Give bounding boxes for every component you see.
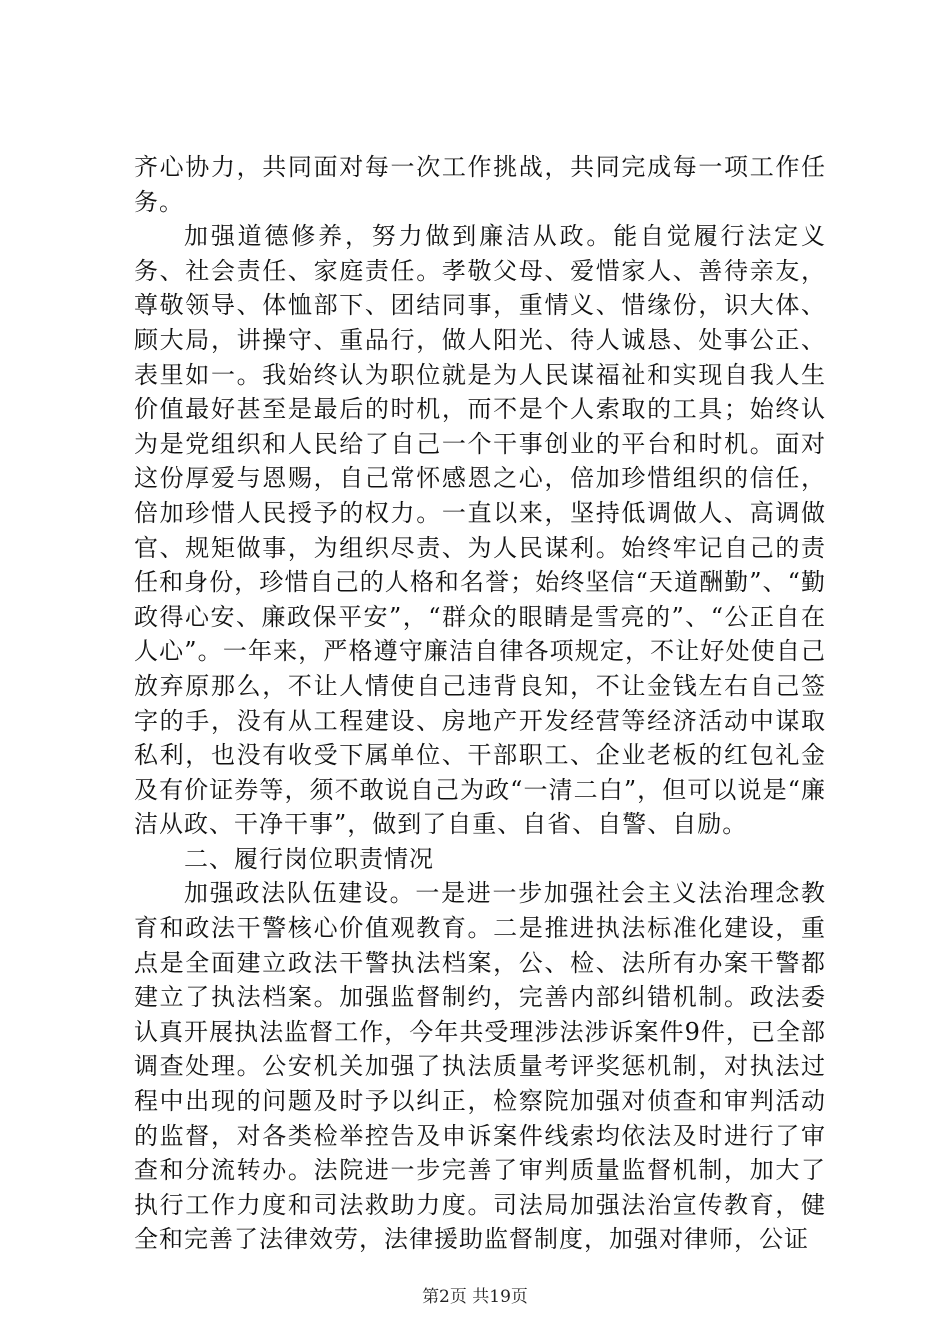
page-footer [0, 1282, 950, 1307]
section-heading: 二、履行岗位职责情况 [184, 844, 434, 873]
page-number: 第2页 共19页 [422, 1287, 528, 1307]
paragraph-continuation: 齐心协力，共同面对每一次工作挑战，共同完成每一项工作任务。 [134, 153, 826, 216]
paragraph-integrity: 加强道德修养，努力做到廉洁从政。能自觉履行法定义务、社会责任、家庭责任。孝敬父母、爱惜家人、善待亲友，尊敬领导、体恤部下、团结同事，重情义、惜缘份，识大体、顾大局，讲操守、重品行，做人阳光、待人诚恳、处事公正、表里如一。我始终认为职位就是为人民谋福祉和实现自我人生价值最好甚至是最后的时机，而不是个人索取的工具；始终认为是党组织和人民给了自己一个干事创业的平台和时机。面对这份厚爱与恩赐，自己常怀感恩之心，倍加珍惜组织的信任，倍加珍惜人民授予的权力。一直以来，坚持低调做人、高调做官、规矩做事，为组织尽责、为人民谋利。始终牢记自己的责任和身份，珍惜自己的人格和名誉；始终坚信“天道酬勤”、“勤政得心安、廉政保平安”，“群众的眼睛是雪亮的”、“公正自在人心”。一年来，严格遵守廉洁自律各项规定，不让好处使自己放弃原那么，不让人情使自己违背良知，不让金钱左右自己签字的手，没有从工程建设、房地产开发经营等经济活动中谋取私利，也没有收受下属单位、干部职工、企业老板的红包礼金及有价证券等，须不敢说自己为政“一清二白”，但可以说是“廉洁从政、干净干事”，做到了自重、自省、自警、自励。 [134, 222, 826, 839]
document-body [134, 150, 826, 1257]
paragraph-legal-team: 加强政法队伍建设。一是进一步加强社会主义法治理念教育和政法干警核心价值观教育。二是推进执法标准化建设，重点是全面建立政法干警执法档案，公、检、法所有办案干警都建立了执法档案。加强监督制约，完善内部纠错机制。政法委认真开展执法监督工作，今年共受理涉法涉诉案件9件，已全部调查处理。公安机关加强了执法质量考评奖惩机制，对执法过程中出现的问题及时予以纠正，检察院加强对侦查和审判活动的监督，对各类检举控告及申诉案件线索均依法及时进行了审查和分流转办。法院进一步完善了审判质量监督机制，加大了执行工作力度和司法救助力度。司法局加强法治宣传教育，健全和完善了法律效劳，法律援助监督制度，加强对律师，公证 [134, 879, 826, 1254]
